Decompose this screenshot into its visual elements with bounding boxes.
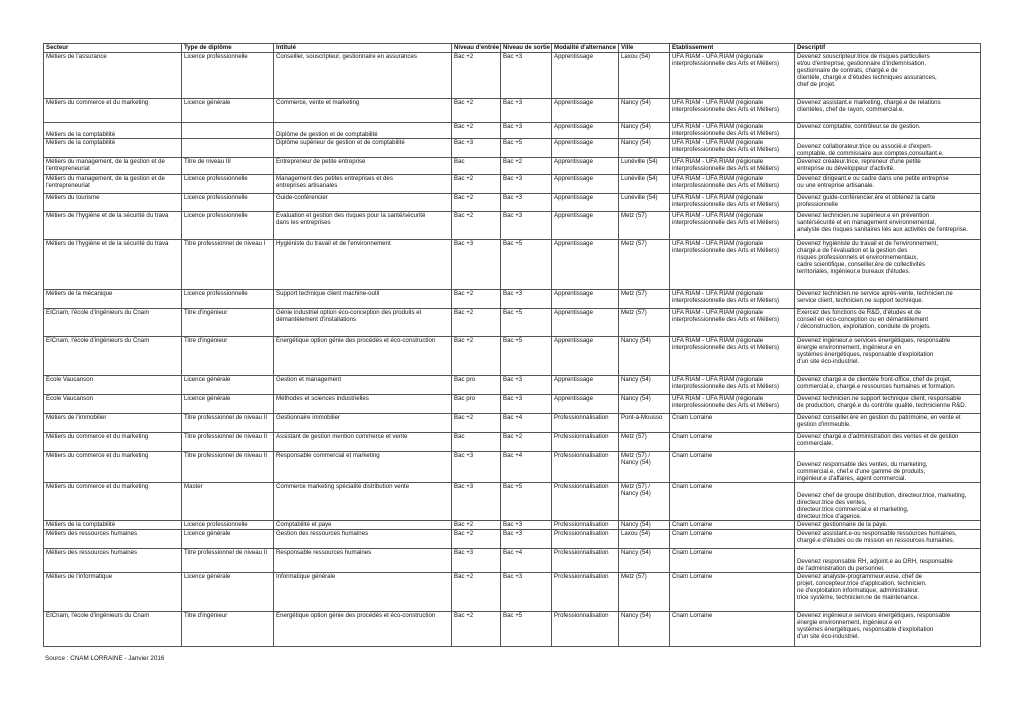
secteur-cell: Métiers du management, de la gestion et de l'entrepreneuriat — [44, 175, 182, 194]
niveau-sortie-cell: Bac +5 — [501, 139, 552, 158]
ville-cell: Nancy (54) — [619, 521, 670, 530]
niveau-sortie-cell: Bac +5 — [501, 483, 552, 521]
modalite-cell: Professionnalisation — [552, 549, 619, 573]
ville-cell: Metz (57) — [619, 309, 670, 337]
table-row — [44, 612, 981, 647]
niveau-sortie-cell: Bac +3 — [501, 290, 552, 309]
descriptif-cell: Devenez guide-conférencier.ère et obtenez la carte professionnelle — [795, 194, 981, 212]
niveau-sortie-cell: Bac +5 — [501, 337, 552, 376]
modalite-cell: Apprentissage — [552, 175, 619, 194]
type-diplome-cell — [182, 123, 274, 139]
ville-cell: Metz (57) — [619, 573, 670, 612]
niveau-sortie-cell: Bac +4 — [501, 452, 552, 483]
niveau-sortie-cell: Bac +3 — [501, 521, 552, 530]
secteur-cell: Métiers de l'hygiène et de la sécurité du trava — [44, 240, 182, 290]
descriptif-cell: Devenez ingénieur.e services énergétiques, responsable énergie environnement, ingénieur.e en systèmes énergétiques, responsable d'exploitation d'un site éco-industriel. — [795, 612, 981, 647]
modalite-header: Modalité d'alternance — [552, 44, 619, 53]
etablissement-cell: Cnam Lorraine — [670, 521, 795, 530]
ville-cell: Metz (57) / Nancy (54) — [619, 452, 670, 483]
intitule-cell: Gestion et management — [274, 376, 452, 395]
type-diplome-cell: Licence générale — [182, 395, 274, 414]
secteur-cell: Métiers des ressources humaines — [44, 530, 182, 549]
niveau-entree-cell: Bac +3 — [452, 139, 501, 158]
etablissement-cell: UFA RIAM - UFA RIAM (régionale interprofessionnelle des Arts et Métiers) — [670, 376, 795, 395]
modalite-cell: Professionnalisation — [552, 433, 619, 452]
table-row — [44, 395, 981, 414]
etablissement-cell: UFA RIAM - UFA RIAM (régionale interprofessionnelle des Arts et Métiers) — [670, 53, 795, 99]
type-diplome-cell: Master — [182, 483, 274, 521]
intitule-cell: Gestion des ressources humaines — [274, 530, 452, 549]
ville-cell: Nancy (54) — [619, 337, 670, 376]
niveau-sortie-cell: Bac +2 — [501, 433, 552, 452]
intitule-cell: Méthodes et sciences industrielles — [274, 395, 452, 414]
ville-cell: Pont-à-Mousso — [619, 414, 670, 433]
niveau-entree-cell: Bac pro — [452, 395, 501, 414]
table-row — [44, 452, 981, 483]
ville-cell: Laxou (54) — [619, 530, 670, 549]
modalite-cell: Apprentissage — [552, 99, 619, 123]
source-note: Source : CNAM LORRAINE - Janvier 2016 — [45, 655, 165, 662]
intitule-cell: Énergétique option génie des procédés et éco-construction — [274, 612, 452, 647]
niveau-entree-cell: Bac +2 — [452, 212, 501, 240]
intitule-cell: Hygiéniste du travail et de l'environnement — [274, 240, 452, 290]
descriptif-cell: Devenez chargé.e d'administration des ventes et de gestion commerciale. — [795, 433, 981, 452]
type-diplome-cell: Licence professionnelle — [182, 53, 274, 99]
intitule-cell: Entrepreneur de petite entreprise — [274, 158, 452, 175]
secteur-cell: Métiers du commerce et du marketing — [44, 99, 182, 123]
descriptif-cell: Devenez responsable RH, adjoint.e au DRH, responsable de l'administration du personnel. — [795, 549, 981, 573]
niveau-entree-cell: Bac +3 — [452, 452, 501, 483]
niveau-sortie-cell: Bac +5 — [501, 240, 552, 290]
niveau-entree-cell: Bac +2 — [452, 53, 501, 99]
modalite-cell: Professionnalisation — [552, 452, 619, 483]
type-diplome-cell: Titre de niveau III — [182, 158, 274, 175]
intitule-cell: Commerce marketing spécialité distribution vente — [274, 483, 452, 521]
table-row — [44, 573, 981, 612]
etablissement-cell: UFA RIAM - UFA RIAM (régionale interprofessionnelle des Arts et Métiers) — [670, 139, 795, 158]
niveau-entree-cell: Bac +2 — [452, 337, 501, 376]
descriptif-cell: Devenez chargé.e de clientèle front-office, chef de projet, commercial.e, chargé.e ressources humaines et formation. — [795, 376, 981, 395]
descriptif-cell: Devenez analyste-programmeur.euse, chef de projet, concepteur.trice d'application, technicien. ne d'exploitation informatique, administrateur. trice système, technicien.ne de maintenance. — [795, 573, 981, 612]
etablissement-cell: UFA RIAM - UFA RIAM (régionale interprofessionnelle des Arts et Métiers) — [670, 240, 795, 290]
descriptif-cell: Devenez chef de groupe distribution, directeur.trice, marketing, directeur.trice des ventes, directeur.trice commercial.e et marketing, directeur.trice d'agence. — [795, 483, 981, 521]
intitule-cell: Énergétique option génie des procédés et éco-construction — [274, 337, 452, 376]
etablissement-cell: Cnam Lorraine — [670, 452, 795, 483]
intitule-cell: Responsable commercial et marketing — [274, 452, 452, 483]
secteur-cell: Métiers de l'immobilier — [44, 414, 182, 433]
header-row — [44, 44, 981, 53]
etablissement-cell: UFA RIAM - UFA RIAM (régionale interprofessionnelle des Arts et Métiers) — [670, 309, 795, 337]
niveau-sortie-cell: Bac +3 — [501, 376, 552, 395]
niveau-sortie-cell: Bac +2 — [501, 158, 552, 175]
ville-cell: Nancy (54) — [619, 612, 670, 647]
secteur-cell: Métiers de l'assurance — [44, 53, 182, 99]
table-row — [44, 123, 981, 139]
table-row — [44, 194, 981, 212]
ville-cell: Laxou (54) — [619, 53, 670, 99]
ville-cell: Metz (57) / Nancy (54) — [619, 483, 670, 521]
niveau-sortie-cell: Bac +3 — [501, 530, 552, 549]
secteur-cell: Métiers de la comptabilité — [44, 123, 182, 139]
etablissement-cell: Cnam Lorraine — [670, 612, 795, 647]
modalite-cell: Apprentissage — [552, 194, 619, 212]
type-diplome-cell: Licence professionnelle — [182, 212, 274, 240]
secteur-cell: Métiers de la mécanique — [44, 290, 182, 309]
intitule-cell: Évaluation et gestion des risques pour la santé/sécurité dans les entreprises — [274, 212, 452, 240]
type-diplome-cell: Licence générale — [182, 99, 274, 123]
modalite-cell: Professionnalisation — [552, 612, 619, 647]
etablissement-cell: Cnam Lorraine — [670, 549, 795, 573]
ville-cell: Nancy (54) — [619, 99, 670, 123]
niveau-sortie-cell: Bac +4 — [501, 414, 552, 433]
modalite-cell: Apprentissage — [552, 139, 619, 158]
niveau-sortie-cell: Bac +3 — [501, 194, 552, 212]
niveau-entree-cell: Bac +2 — [452, 123, 501, 139]
secteur-cell: École Vaucanson — [44, 376, 182, 395]
etablissement-cell: Cnam Lorraine — [670, 573, 795, 612]
descriptif-cell: Devenez responsable des ventes, du marketing, commercial.e, chef.e d'une gamme de produits, ingénieur.e d'affaires, agent commercial. — [795, 452, 981, 483]
niveau-entree-cell: Bac +2 — [452, 175, 501, 194]
modalite-cell: Apprentissage — [552, 212, 619, 240]
etablissement-cell: Cnam Lorraine — [670, 530, 795, 549]
secteur-cell: EICnam, l'école d'ingénieurs du Cnam — [44, 309, 182, 337]
niveau-sortie-cell: Bac +3 — [501, 53, 552, 99]
descriptif-cell: Devenez conseiller.ère en gestion du patrimoine, en vente et gestion d'immeuble. — [795, 414, 981, 433]
ville-cell: Nancy (54) — [619, 549, 670, 573]
intitule-cell: Génie industriel option éco-conception des produits et démantèlement d'installations — [274, 309, 452, 337]
niveau-entree-cell: Bac +2 — [452, 194, 501, 212]
descriptif-cell: Devenez assistant.e-ou responsable ressources humaines, chargé.e d'études ou de mission en ressources humaines. — [795, 530, 981, 549]
ville-cell: Metz (57) — [619, 212, 670, 240]
intitule-cell: Management des petites entreprises et des entreprises artisanales — [274, 175, 452, 194]
table-row — [44, 483, 981, 521]
descriptif-cell: Devenez hygiéniste du travail et de l'environnement, chargé.e de l'évaluation et la gestion des risques professionnels et environnementaux, cadre scientifique, conseiller.ère de collectivités territoriales, ingénieur.e bureaux d'études. — [795, 240, 981, 290]
ville-cell: Lunéville (54) — [619, 175, 670, 194]
secteur-cell: Métiers du tourisme — [44, 194, 182, 212]
modalite-cell: Apprentissage — [552, 309, 619, 337]
table-row — [44, 309, 981, 337]
type-diplome-cell: Licence générale — [182, 530, 274, 549]
niveau-sortie-cell: Bac +3 — [501, 123, 552, 139]
table-row — [44, 549, 981, 573]
etablissement-cell: UFA RIAM - UFA RIAM (régionale interprofessionnelle des Arts et Métiers) — [670, 290, 795, 309]
type-diplome-cell: Licence professionnelle — [182, 290, 274, 309]
table-row — [44, 337, 981, 376]
table-row — [44, 175, 981, 194]
modalite-cell: Professionnalisation — [552, 483, 619, 521]
type-diplome-cell: Licence professionnelle — [182, 521, 274, 530]
intitule-cell: Guide-conférencier — [274, 194, 452, 212]
type-diplome-cell: Licence générale — [182, 376, 274, 395]
etablissement-cell: Cnam Lorraine — [670, 433, 795, 452]
etablissement-cell: UFA RIAM - UFA RIAM (régionale interprofessionnelle des Arts et Métiers) — [670, 123, 795, 139]
descriptif-cell: Devenez technicien.ne service après-vente, technicien.ne service client, technicien.ne support technique. — [795, 290, 981, 309]
etablissement-cell: UFA RIAM - UFA RIAM (régionale interprofessionnelle des Arts et Métiers) — [670, 337, 795, 376]
type-diplome-cell — [182, 139, 274, 158]
etablissement-header: Etablissement — [670, 44, 795, 53]
modalite-cell: Professionnalisation — [552, 521, 619, 530]
modalite-cell: Apprentissage — [552, 337, 619, 376]
secteur-cell: Métiers de la comptabilité — [44, 139, 182, 158]
type-diplome-cell: Licence professionnelle — [182, 194, 274, 212]
secteur-cell: Métiers de l'informatique — [44, 573, 182, 612]
niveau-entree-cell: Bac +3 — [452, 240, 501, 290]
modalite-cell: Apprentissage — [552, 53, 619, 99]
intitule-header: Intitulé — [274, 44, 452, 53]
type-diplome-cell: Titre professionnel de niveau I — [182, 240, 274, 290]
intitule-cell: Gestionnaire immobilier — [274, 414, 452, 433]
type-diplome-cell: Titre d'ingénieur — [182, 612, 274, 647]
table-row — [44, 212, 981, 240]
table-row — [44, 433, 981, 452]
niveau-sortie-cell: Bac +3 — [501, 395, 552, 414]
niveau-entree-cell: Bac — [452, 433, 501, 452]
secteur-cell: Métiers du commerce et du marketing — [44, 433, 182, 452]
secteur-cell: Métiers de l'hygiène et de la sécurité du trava — [44, 212, 182, 240]
etablissement-cell: UFA RIAM - UFA RIAM (régionale interprofessionnelle des Arts et Métiers) — [670, 99, 795, 123]
modalite-cell: Professionnalisation — [552, 414, 619, 433]
secteur-cell: Métiers du commerce et du marketing — [44, 483, 182, 521]
niveau-entree-cell: Bac +2 — [452, 290, 501, 309]
table-row — [44, 158, 981, 175]
table-row — [44, 53, 981, 99]
modalite-cell: Apprentissage — [552, 290, 619, 309]
table-row — [44, 521, 981, 530]
intitule-cell: Responsable ressources humaines — [274, 549, 452, 573]
niveau-entree-cell: Bac +2 — [452, 414, 501, 433]
type-diplome-cell: Titre professionnel de niveau II — [182, 549, 274, 573]
niveau-entree-cell: Bac +3 — [452, 483, 501, 521]
niveau-entree-header: Niveau d'entrée — [452, 44, 501, 53]
descriptif-cell: Devenez ingénieur.e services énergétiques, responsable énergie environnement, ingénieur.e en systèmes énergétiques, responsable d'exploitation d'un site éco-industriel. — [795, 337, 981, 376]
descriptif-cell: Devenez technicien.ne support technique client, responsable de production, chargé.e du contrôle qualité, technicienne R&D. — [795, 395, 981, 414]
niveau-sortie-header: Niveau de sortie — [501, 44, 552, 53]
ville-cell: Nancy (54) — [619, 376, 670, 395]
etablissement-cell: UFA RIAM - UFA RIAM (régionale interprofessionnelle des Arts et Métiers) — [670, 194, 795, 212]
descriptif-cell: Devenez créateur.trice, repreneur d'une petite entreprise ou développeur d'activité. — [795, 158, 981, 175]
type-diplome-cell: Titre professionnel de niveau II — [182, 433, 274, 452]
niveau-sortie-cell: Bac +5 — [501, 612, 552, 647]
niveau-entree-cell: Bac +2 — [452, 309, 501, 337]
ville-cell: Lunéville (54) — [619, 158, 670, 175]
niveau-entree-cell: Bac pro — [452, 376, 501, 395]
ville-cell: Metz (57) — [619, 433, 670, 452]
ville-cell: Nancy (54) — [619, 395, 670, 414]
modalite-cell: Apprentissage — [552, 240, 619, 290]
table-body — [44, 53, 981, 647]
etablissement-cell: UFA RIAM - UFA RIAM (régionale interprofessionnelle des Arts et Métiers) — [670, 395, 795, 414]
table-row — [44, 99, 981, 123]
etablissement-cell: Cnam Lorraine — [670, 414, 795, 433]
descriptif-cell: Devenez technicien.ne supérieur.e en prévention santé/sécurité et en management environnemental, analyste des risques sanitaires liés aux activités de l'entreprise. — [795, 212, 981, 240]
ville-header: Ville — [619, 44, 670, 53]
table-row — [44, 414, 981, 433]
niveau-sortie-cell: Bac +4 — [501, 549, 552, 573]
niveau-entree-cell: Bac +2 — [452, 612, 501, 647]
intitule-cell: Informatique générale — [274, 573, 452, 612]
modalite-cell: Apprentissage — [552, 158, 619, 175]
ville-cell: Nancy (54) — [619, 123, 670, 139]
descriptif-cell: Exercez des fonctions de R&D, d'études et de conseil en éco-conception ou en démantèlement / déconstruction, exploitation, conduite de projets. — [795, 309, 981, 337]
type-diplome-cell: Licence générale — [182, 573, 274, 612]
intitule-cell: Commerce, vente et marketing — [274, 99, 452, 123]
intitule-cell: Conseiller, souscripteur, gestionnaire en assurances — [274, 53, 452, 99]
type-diplome-header: Type de diplôme — [182, 44, 274, 53]
table-row — [44, 139, 981, 158]
etablissement-cell: UFA RIAM - UFA RIAM (régionale interprofessionnelle des Arts et Métiers) — [670, 175, 795, 194]
etablissement-cell: UFA RIAM - UFA RIAM (régionale interprofessionnelle des Arts et Métiers) — [670, 212, 795, 240]
modalite-cell: Professionnalisation — [552, 573, 619, 612]
niveau-entree-cell: Bac +2 — [452, 521, 501, 530]
niveau-sortie-cell: Bac +3 — [501, 99, 552, 123]
formations-sheet — [43, 43, 980, 647]
secteur-cell: Métiers des ressources humaines — [44, 549, 182, 573]
descriptif-cell: Devenez assistant.e marketing, chargé.e de relations clientèles, chef de rayon, commercial.e. — [795, 99, 981, 123]
ville-cell: Lunéville (54) — [619, 194, 670, 212]
modalite-cell: Apprentissage — [552, 395, 619, 414]
secteur-cell: École Vaucanson — [44, 395, 182, 414]
formations-table — [43, 43, 981, 647]
intitule-cell: Assistant de gestion mention commerce et vente — [274, 433, 452, 452]
intitule-cell: Comptabilité et paye — [274, 521, 452, 530]
modalite-cell: Apprentissage — [552, 376, 619, 395]
type-diplome-cell: Titre professionnel de niveau II — [182, 414, 274, 433]
intitule-cell: Diplôme supérieur de gestion et de comptabilité — [274, 139, 452, 158]
table-row — [44, 376, 981, 395]
descriptif-header: Descriptif — [795, 44, 981, 53]
niveau-sortie-cell: Bac +5 — [501, 309, 552, 337]
secteur-cell: Métiers de la comptabilité — [44, 521, 182, 530]
type-diplome-cell: Licence professionnelle — [182, 175, 274, 194]
descriptif-cell: Devenez gestionnaire de la paye. — [795, 521, 981, 530]
intitule-cell: Diplôme de gestion et de comptabilité — [274, 123, 452, 139]
table-row — [44, 530, 981, 549]
intitule-cell: Support technique client machine-outil — [274, 290, 452, 309]
modalite-cell: Professionnalisation — [552, 530, 619, 549]
etablissement-cell: UFA RIAM - UFA RIAM (régionale interprofessionnelle des Arts et Métiers) — [670, 158, 795, 175]
type-diplome-cell: Titre d'ingénieur — [182, 337, 274, 376]
type-diplome-cell: Titre d'ingénieur — [182, 309, 274, 337]
table-row — [44, 290, 981, 309]
secteur-cell: Métiers du management, de la gestion et de l'entrepreneuriat — [44, 158, 182, 175]
niveau-sortie-cell: Bac +3 — [501, 573, 552, 612]
descriptif-cell: Devenez comptable, contrôleur.se de gestion. — [795, 123, 981, 139]
niveau-sortie-cell: Bac +3 — [501, 212, 552, 240]
secteur-cell: EICnam, l'école d'ingénieurs du Cnam — [44, 612, 182, 647]
ville-cell: Metz (57) — [619, 240, 670, 290]
niveau-entree-cell: Bac +2 — [452, 573, 501, 612]
ville-cell: Metz (57) — [619, 290, 670, 309]
secteur-cell: Métiers du commerce et du marketing — [44, 452, 182, 483]
niveau-entree-cell: Bac +2 — [452, 530, 501, 549]
niveau-sortie-cell: Bac +3 — [501, 175, 552, 194]
niveau-entree-cell: Bac +2 — [452, 99, 501, 123]
niveau-entree-cell: Bac — [452, 158, 501, 175]
niveau-entree-cell: Bac +3 — [452, 549, 501, 573]
descriptif-cell: Devenez dirigeant.e ou cadre dans une petite entreprise ou une entreprise artisanale. — [795, 175, 981, 194]
modalite-cell: Apprentissage — [552, 123, 619, 139]
secteur-header: Secteur — [44, 44, 182, 53]
ville-cell: Nancy (54) — [619, 139, 670, 158]
table-row — [44, 240, 981, 290]
secteur-cell: EICnam, l'école d'ingénieurs du Cnam — [44, 337, 182, 376]
etablissement-cell: Cnam Lorraine — [670, 483, 795, 521]
descriptif-cell: Devenez souscripteur.trice de risques particuliers et/ou d'entreprise, gestionnaire d'indemnisation, gestionnaire de contrats, chargé.e de clientèle, chargé.e d'études techniques assurances, chef de projet. — [795, 53, 981, 99]
descriptif-cell: Devenez collaborateur.trice ou associé.e d'expert- comptable, de commissaire aux comptes,consultant.e. — [795, 139, 981, 158]
type-diplome-cell: Titre professionnel de niveau II — [182, 452, 274, 483]
